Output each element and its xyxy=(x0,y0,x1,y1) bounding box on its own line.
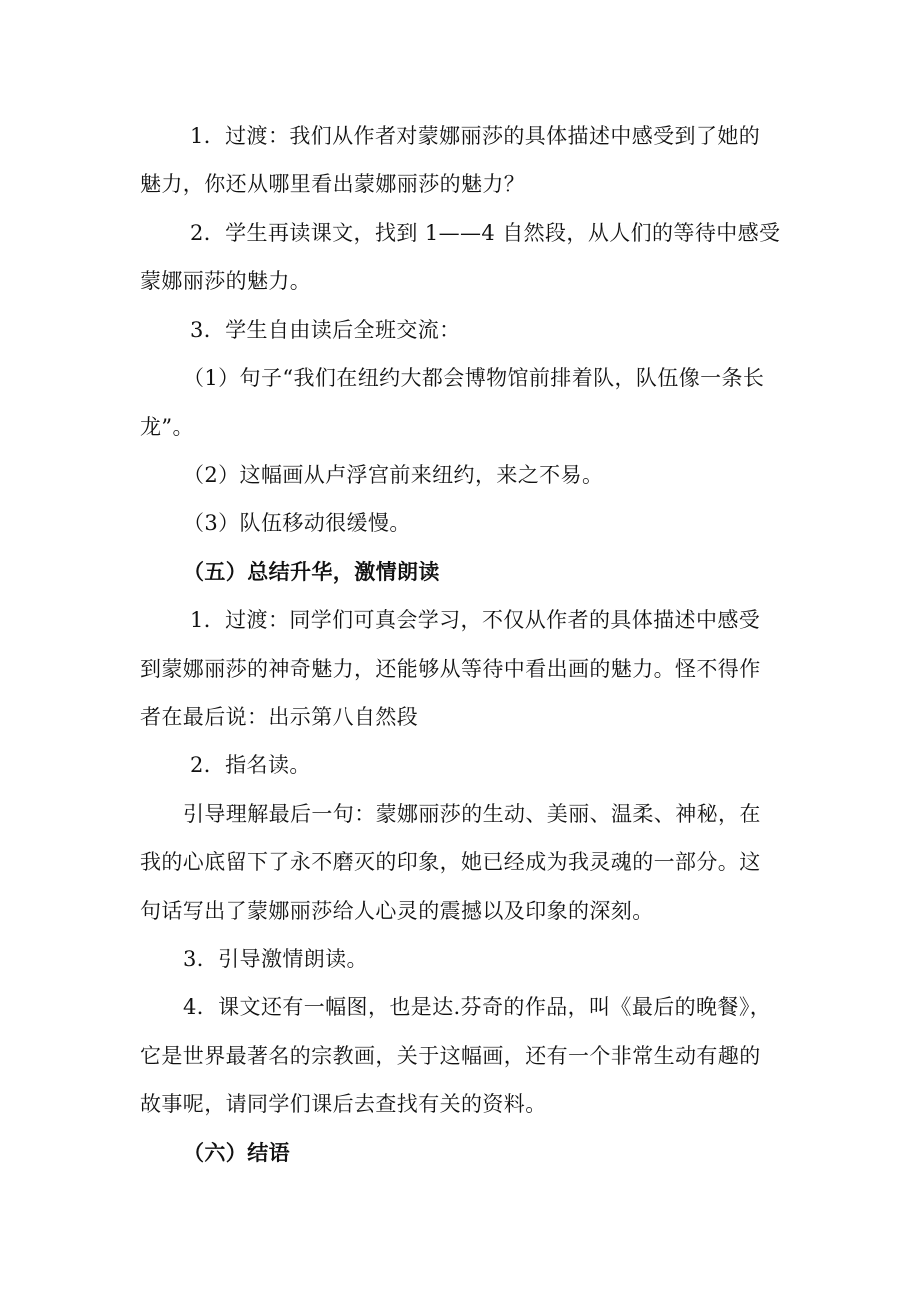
paragraph-line: 它是世界最著名的宗教画，关于这幅画，还有一个非常生动有趣的 xyxy=(140,1044,761,1068)
paragraph-line: （2）这幅画从卢浮宫前来纽约，来之不易。 xyxy=(183,463,604,487)
paragraph-line: 龙”。 xyxy=(140,415,194,439)
paragraph-line: 3．学生自由读后全班交流： xyxy=(190,318,461,342)
paragraph-line: 我的心底留下了永不磨灭的印象，她已经成为我灵魂的一部分。这 xyxy=(140,850,761,874)
paragraph-line: 2．学生再读课文，找到 1——4 自然段，从人们的等待中感受 xyxy=(190,221,781,245)
paragraph-line: （3）队伍移动很缓慢。 xyxy=(183,511,411,535)
paragraph-line: 故事呢，请同学们课后去查找有关的资料。 xyxy=(140,1092,547,1116)
paragraph-line: 引导理解最后一句：蒙娜丽莎的生动、美丽、温柔、神秘，在 xyxy=(183,802,761,826)
paragraph-line: 蒙娜丽莎的魅力。 xyxy=(140,269,312,293)
paragraph-line: 4．课文还有一幅图，也是达.芬奇的作品，叫《最后的晚餐》， xyxy=(183,995,772,1019)
paragraph-line: 魅力，你还从哪里看出蒙娜丽莎的魅力？ xyxy=(140,172,526,196)
paragraph-line: 1．过渡：我们从作者对蒙娜丽莎的具体描述中感受到了她的 xyxy=(190,124,761,148)
paragraph-line: 2．指名读。 xyxy=(190,753,311,777)
paragraph-line: （1）句子“我们在纽约大都会博物馆前排着队，队伍像一条长 xyxy=(183,366,765,390)
paragraph-line: 到蒙娜丽莎的神奇魅力，还能够从等待中看出画的魅力。怪不得作 xyxy=(140,657,761,681)
section-heading: （六）结语 xyxy=(183,1140,290,1165)
paragraph-line: 句话写出了蒙娜丽莎给人心灵的震撼以及印象的深刻。 xyxy=(140,899,654,923)
paragraph-line: 1．过渡：同学们可真会学习，不仅从作者的具体描述中感受 xyxy=(190,608,761,632)
paragraph-line: 3．引导激情朗读。 xyxy=(183,947,368,971)
section-heading: （五）总结升华，激情朗读 xyxy=(183,559,440,584)
paragraph-line: 者在最后说：出示第八自然段 xyxy=(140,705,419,729)
